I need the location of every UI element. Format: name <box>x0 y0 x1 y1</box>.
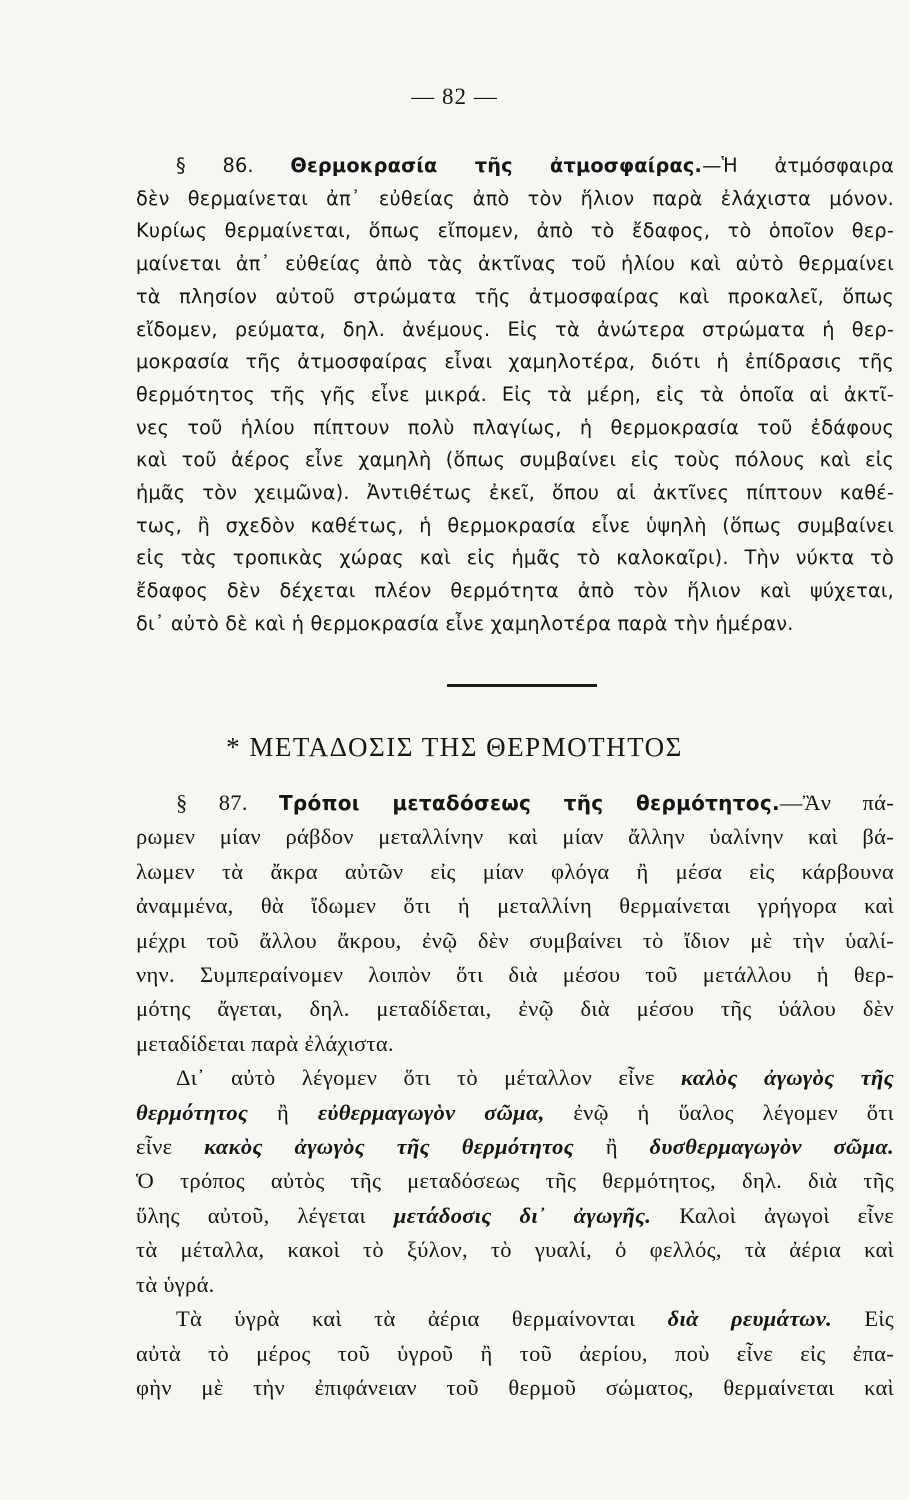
paragraph-2-line-3 <box>136 1130 894 1164</box>
section-86-line-1: δὲν θερμαίνεται ἀπ᾿ εὐθείας ἀπὸ τὸν ἥλιον παρὰ ἐλάχιστα μόνον. <box>136 186 894 210</box>
term-dystherm: δυσθερμαγωγὸν σῶμα. <box>649 1134 895 1160</box>
section-86-heading-line <box>136 150 894 183</box>
section-86-line-7: θερμότητος τῆς γῆς εἶνε μικρά. Εἰς τὰ μέρη, εἰς τὰ ὁποῖα αἱ ἀκτῖ- <box>136 382 894 406</box>
paragraph-2-line-1 <box>136 1061 894 1095</box>
section-87-line-3: ἀναμμένα, θὰ ἴδωμεν ὅτι ἡ μεταλλίνη θερμαίνεται γρήγορα καὶ <box>136 893 894 919</box>
section-87-line-2: λωμεν τὰ ἄκρα αὐτῶν εἰς μίαν φλόγα ἢ μέσα εἰς κάρβουνα <box>136 858 894 884</box>
text-run: Εἰς <box>832 1306 894 1332</box>
section-87-line-7: μεταδίδεται παρὰ ἐλάχιστα. <box>136 1030 394 1056</box>
section-87-line-6: μότης ἄγεται, δηλ. μεταδίδεται, ἐνῷ διὰ μέσου τῆς ὑάλου δὲν <box>136 996 894 1022</box>
section-87-title: Τρόποι μεταδόσεως τῆς θερμότητος. <box>278 791 780 815</box>
section-87-line-0: —Ἂν πά- <box>779 790 894 815</box>
paragraph-2-line-5 <box>136 1199 894 1233</box>
section-87-line-1: ρωμεν μίαν ράβδον μεταλλίνην καὶ μίαν ἄλλην ὑαλίνην καὶ βά- <box>136 824 894 850</box>
section-86-line-5: εἴδομεν, ρεύματα, δηλ. ἀνέμους. Εἰς τὰ ἀνώτερα στρώματα ἡ θερ- <box>136 317 894 341</box>
text-run: Τὰ ὑγρὰ καὶ τὰ ἀέρια θερμαίνονται <box>176 1306 668 1332</box>
section-87-line-5: νην. Συμπεραίνομεν λοιπὸν ὅτι διὰ μέσου τοῦ μετάλλου ἡ θερ- <box>136 962 894 988</box>
text-run: ἢ <box>248 1099 318 1125</box>
section-86-line-0: —Ἡ ἀτμόσφαιρα <box>702 154 895 177</box>
term-good-conductor: καλὸς ἀγωγὸς τῆς <box>680 1065 895 1091</box>
section-divider <box>447 684 597 687</box>
section-86-line-12: εἰς τὰς τροπικὰς χώρας καὶ εἰς ἡμᾶς τὸ καλοκαῖρι). Τὴν νύκτα τὸ <box>136 546 894 570</box>
section-86-line-13: ἔδαφος δὲν δέχεται πλέον θερμότητα ἀπὸ τὸν ἥλιον καὶ ψύχεται, <box>136 579 894 603</box>
paragraph-3-line-2: αὐτὰ τὸ μέρος τοῦ ὑγροῦ ἢ τοῦ ἀερίου, ποὺ εἶνε εἰς ἐπα- <box>136 1340 894 1366</box>
term-conduction: μετάδοσις δι᾿ ἀγωγῆς. <box>393 1202 652 1228</box>
paragraph-3-line-1 <box>136 1302 894 1336</box>
text-run: ἐνῷ ἡ ὕαλος λέγομεν ὅτι <box>544 1099 894 1125</box>
section-86-line-11: τως, ἢ σχεδὸν καθέτως, ἡ θερμοκρασία εἶνε ὑψηλὴ (ὅπως συμβαίνει <box>136 513 894 537</box>
section-87 <box>136 786 894 1405</box>
section-86-line-8: νες τοῦ ἡλίου πίπτουν πολὺ πλαγίως, ἡ θερμοκρασία τοῦ ἐδάφους <box>136 415 894 439</box>
term-bad-conductor: κακὸς ἀγωγὸς τῆς θερμότητος <box>204 1134 574 1160</box>
text-run: Καλοὶ ἀγωγοὶ εἶνε <box>651 1202 894 1228</box>
section-87-heading-line <box>136 786 894 820</box>
section-87-number: § 87. <box>176 790 248 815</box>
chapter-title: * ΜΕΤΑΔΟΣΙΣ ΤΗΣ ΘΕΡΜΟΤΗΤΟΣ <box>226 732 683 762</box>
section-86-title: Θερμοκρασία τῆς ἀτμοσφαίρας. <box>290 154 703 177</box>
section-87-line-4: μέχρι τοῦ ἄλλου ἄκρου, ἐνῷ δὲν συμβαίνει τὸ ἴδιον μὲ τὴν ὑαλί- <box>136 927 894 953</box>
text-run: ἢ <box>573 1134 650 1160</box>
text-run: εἶνε <box>136 1134 205 1160</box>
section-86 <box>136 150 894 641</box>
paragraph-2-line-6: τὰ μέταλλα, κακοὶ τὸ ξύλον, τὸ γυαλί, ὁ φελλός, τὰ ἀέρια καὶ <box>136 1237 894 1263</box>
paragraph-2-line-7: τὰ ὑγρά. <box>136 1271 215 1297</box>
section-86-line-6: μοκρασία τῆς ἀτμοσφαίρας εἶναι χαμηλοτέρα, διότι ἡ ἐπίδρασις τῆς <box>136 350 894 374</box>
section-86-line-4: τὰ πλησίον αὐτοῦ στρώματα τῆς ἀτμοσφαίρας καὶ προκαλεῖ, ὅπως <box>136 284 894 308</box>
term-convection: διὰ ρευμάτων. <box>667 1306 833 1332</box>
section-86-line-9: καὶ τοῦ ἀέρος εἶνε χαμηλὴ (ὅπως συμβαίνει εἰς τοὺς πόλους καὶ εἰς <box>136 448 894 472</box>
term-eutherm: εὐθερμαγωγὸν σῶμα, <box>317 1099 545 1125</box>
paragraph-2-line-4: Ὁ τρόπος αὐτὸς τῆς μεταδόσεως τῆς θερμότητος, δηλ. διὰ τῆς <box>136 1168 894 1194</box>
text-run: ὕλης αὐτοῦ, λέγεται <box>136 1202 394 1228</box>
section-86-line-10: ἡμᾶς τὸν χειμῶνα). Ἀντιθέτως ἐκεῖ, ὅπου αἱ ἀκτῖνες πίπτουν καθέ- <box>136 481 894 505</box>
text-run: Δι᾿ αὐτὸ λέγομεν ὅτι τὸ μέταλλον εἶνε <box>176 1065 681 1091</box>
page-number: — 82 — <box>411 84 498 109</box>
section-86-line-3: μαίνεται ἀπ᾿ εὐθείας ἀπὸ τὰς ἀκτῖνας τοῦ ἡλίου καὶ αὐτὸ θερμαίνει <box>136 252 894 276</box>
term-good-conductor-cont: θερμότητος <box>136 1099 249 1125</box>
section-86-line-14: δι᾿ αὐτὸ δὲ καὶ ἡ θερμοκρασία εἶνε χαμηλοτέρα παρὰ τὴν ἡμέραν. <box>136 611 794 635</box>
paragraph-3-line-3: φὴν μὲ τὴν ἐπιφάνειαν τοῦ θερμοῦ σώματος, θερμαίνεται καὶ <box>136 1374 894 1400</box>
paragraph-2-line-2 <box>136 1096 894 1130</box>
section-86-line-2: Κυρίως θερμαίνεται, ὅπως εἴπομεν, ἀπὸ τὸ ἔδαφος, τὸ ὁποῖον θερ- <box>136 219 894 243</box>
section-86-number: § 86. <box>176 154 254 177</box>
